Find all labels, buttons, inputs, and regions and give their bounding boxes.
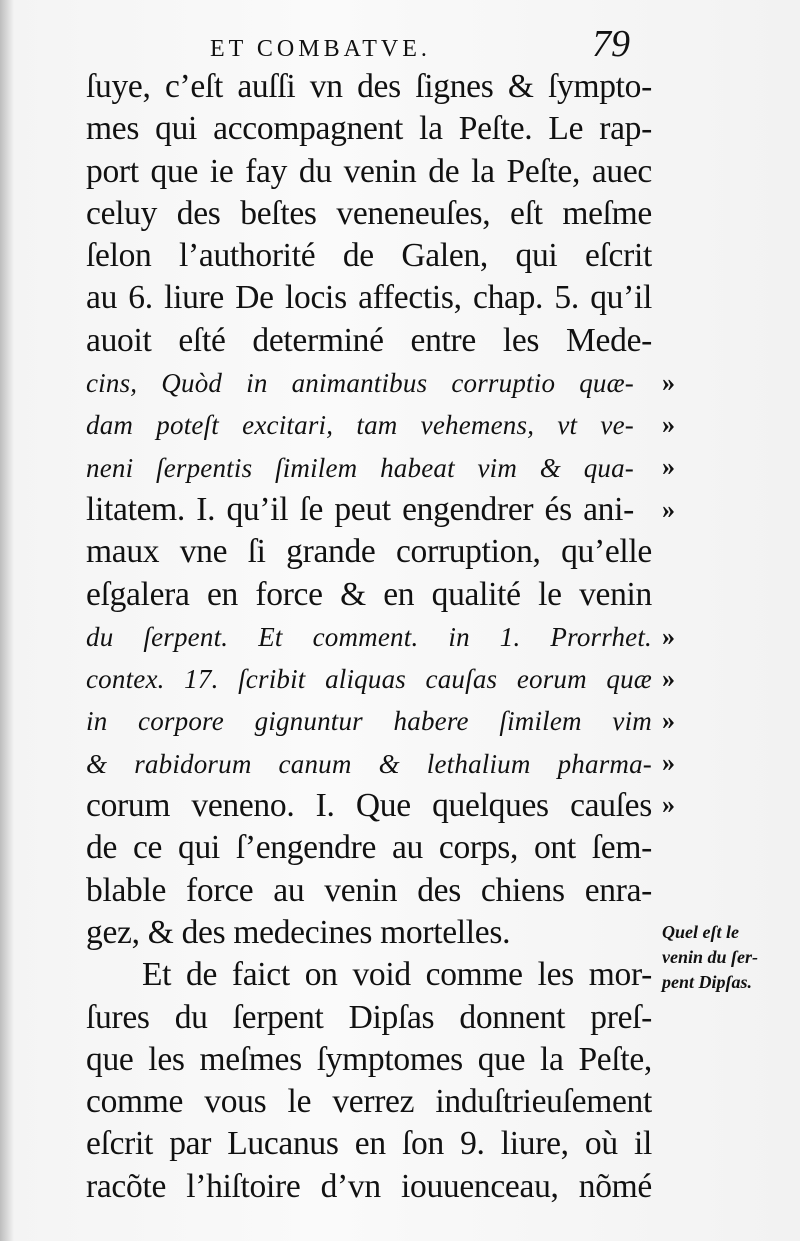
- text-line: ſuye, c’eſt auſſi vn des ſignes & ſympto-: [86, 68, 652, 105]
- latin-quote-line: dam poteſt excitari, tam vehemens, vt ve-: [86, 410, 634, 441]
- marginal-note-line: pent Dipſas.: [662, 972, 752, 992]
- quotation-mark: »: [662, 706, 675, 735]
- text-line: eſgalera en force & en qualité le venin: [86, 575, 652, 613]
- text-line: de ce qui ſ’engendre au corps, ont ſem-: [86, 829, 652, 867]
- text-line: litatem. I. qu’il ſe peut engendrer és ani-: [86, 490, 634, 528]
- text-line: mes qui accompagnent la Peſte. Le rap-: [86, 110, 652, 148]
- page-number: 79: [592, 23, 630, 65]
- running-head: [210, 22, 630, 65]
- text-line: blable force au venin des chiens enra-: [86, 871, 652, 909]
- quotation-mark: »: [662, 622, 675, 651]
- quotation-mark: »: [662, 452, 675, 481]
- text-line: ſelon l’authorité de Galen, qui eſcrit: [86, 237, 652, 275]
- paragraph-first-line: Et de faict on void comme les mor-: [142, 956, 652, 994]
- text-line: maux vne ſi grande corruption, qu’elle: [86, 533, 652, 571]
- text-line: racõte l’hiſtoire d’vn iouuenceau, nõmé: [86, 1167, 652, 1205]
- text-line: gez, & des medecines mortelles.: [86, 913, 511, 951]
- quotation-mark: »: [662, 748, 675, 777]
- latin-quote-line: du ſerpent. Et comment. in 1. Prorrhet.: [86, 621, 652, 652]
- body-text: [86, 66, 652, 1208]
- marginal-note-line: venin du ſer-: [662, 947, 758, 967]
- latin-quote-line: contex. 17. ſcribit aliquas cauſas eorum quæ: [86, 664, 652, 695]
- text-line: celuy des beſtes veneneuſes, eſt meſme: [86, 194, 652, 232]
- text-line: eſcrit par Lucanus en ſon 9. liure, où il: [86, 1125, 652, 1163]
- text-line: comme vous le verrez induſtrieuſement: [86, 1083, 652, 1121]
- text-line: auoit eſté determiné entre les Mede-: [86, 321, 652, 359]
- marginal-note-line: Quel eſt le: [662, 922, 739, 942]
- quotation-mark: »: [662, 410, 675, 439]
- quotation-mark: »: [662, 790, 675, 819]
- text-line: ſures du ſerpent Dipſas donnent preſ-: [86, 998, 652, 1036]
- latin-quote-line: neni ſerpentis ſimilem habeat vim & qua-: [86, 452, 634, 483]
- text-line: port que ie fay du venin de la Peſte, auec: [86, 152, 652, 190]
- quotation-mark: »: [662, 368, 675, 397]
- text-line: corum veneno. I. Que quelques cauſes: [86, 787, 652, 825]
- marginal-note: [662, 920, 792, 995]
- text-line: au 6. liure De locis affectis, chap. 5. qu’il: [86, 279, 652, 317]
- quotation-mark: »: [662, 495, 675, 524]
- latin-quote-line: & rabidorum canum & lethalium pharma-: [86, 748, 652, 779]
- quotation-mark: »: [662, 664, 675, 693]
- latin-quote-line: in corpore gignuntur habere ſimilem vim: [86, 706, 652, 737]
- text-line: que les meſmes ſymptomes que la Peſte,: [86, 1040, 652, 1078]
- latin-quote-line: cins, Quòd in animantibus corruptio quæ-: [86, 368, 634, 399]
- running-title: ET COMBATVE.: [210, 36, 431, 62]
- page-edge-shadow: [0, 0, 14, 1241]
